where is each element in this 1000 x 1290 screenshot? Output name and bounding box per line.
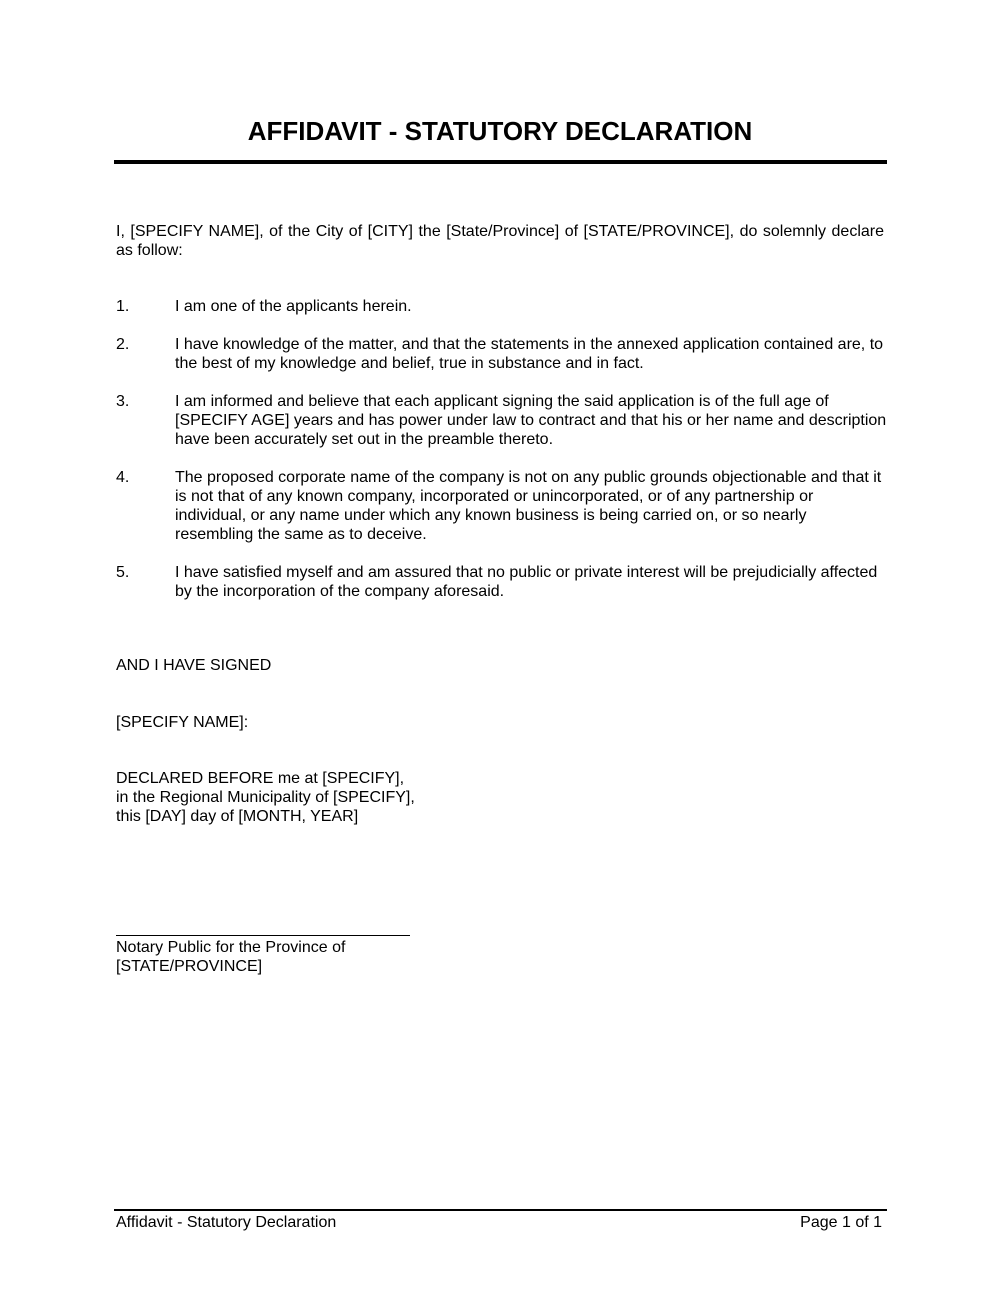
page-title: AFFIDAVIT - STATUTORY DECLARATION (247, 116, 753, 146)
title-divider (114, 160, 887, 164)
declared-line-1: DECLARED BEFORE me at [SPECIFY], (116, 770, 405, 787)
specify-name-line: [SPECIFY NAME]: (116, 714, 249, 731)
list-item-text: I have satisfied myself and am assured that no public or private interest will be prejudicially affected by the incorporation of the company aforesaid. (175, 564, 878, 600)
list-item-number: 3. (116, 393, 130, 410)
signed-statement: AND I HAVE SIGNED (116, 657, 272, 674)
declared-line-3: this [DAY] day of [MONTH, YEAR] (116, 808, 359, 825)
list-item-text: I am informed and believe that each applicant signing the said application is of the full age of [SPECIFY AGE] years and has power under law to contract and that his or her name and description have been accurately set out in the preamble thereto. (175, 393, 887, 448)
footer-divider (114, 1209, 887, 1211)
list-item-number: 1. (116, 298, 130, 315)
signature-line (116, 935, 410, 936)
footer-page-number: Page 1 of 1 (800, 1214, 882, 1231)
notary-block (116, 938, 884, 976)
list-item-text: I have knowledge of the matter, and that the statements in the annexed application contained are, to the best of my knowledge and belief, true in substance and in fact. (175, 336, 884, 372)
intro-paragraph: I, [SPECIFY NAME], of the City of [CITY] the [State/Province] of [STATE/PROVINCE], do solemnly declare as follow: (116, 223, 884, 259)
declared-line-2: in the Regional Municipality of [SPECIFY], (116, 789, 415, 806)
list-item-text: I am one of the applicants herein. (175, 298, 412, 315)
notary-line-1: Notary Public for the Province of (116, 939, 346, 956)
footer-document-title: Affidavit - Statutory Declaration (116, 1214, 337, 1231)
list-item-text: The proposed corporate name of the company is not on any public grounds objectionable and that it is not that of any known company, incorporated or unincorporated, or of any partnership or individual, or any name under which any known business is being carried on, or so nearly resembling the same as to deceive. (175, 469, 882, 543)
list-item-number: 2. (116, 336, 130, 353)
list-item-number: 4. (116, 469, 130, 486)
notary-line-2: [STATE/PROVINCE] (116, 958, 263, 975)
list-item-number: 5. (116, 564, 130, 581)
declared-block (116, 769, 884, 826)
